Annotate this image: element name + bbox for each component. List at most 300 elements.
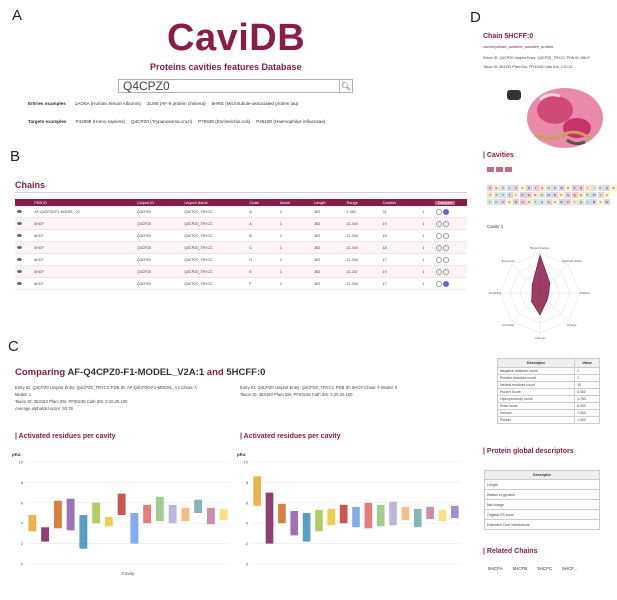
y-tick-label: 0 <box>245 561 248 567</box>
residue-cell[interactable]: N <box>521 200 524 204</box>
info-line: Entry ID: Q4CPZ0 Uniprot Entry: Q4CPZ0_TRYCC PDB ID: AF-Q4CPZ0-F1-MODEL_V2 Chain: A <box>15 385 197 390</box>
compare-radio-left[interactable] <box>436 233 442 239</box>
model-cell: 1 <box>278 242 312 254</box>
residue-cell[interactable]: H <box>605 186 609 190</box>
range-bar <box>365 503 373 529</box>
uniprot-id-cell: Q4CPZ0 <box>135 278 182 290</box>
compare-radio-right[interactable] <box>443 233 449 239</box>
range-bar <box>169 505 177 523</box>
count-cell: 1 <box>421 230 434 242</box>
length-cell: 363 <box>312 266 344 278</box>
compare-radio-right[interactable] <box>443 281 449 287</box>
eye-icon[interactable] <box>17 258 22 261</box>
residue-cell[interactable]: T <box>533 185 539 191</box>
y-tick-label: 4 <box>245 520 248 526</box>
table-row[interactable] <box>15 254 467 266</box>
radar-axis-label: Buried fraction <box>530 246 550 250</box>
left-chart-title: | Activated residues per cavity <box>15 433 116 440</box>
range-bar <box>105 517 113 526</box>
y-axis-label: pKa <box>237 452 246 457</box>
y-tick-label: 10 <box>243 459 248 465</box>
range-bar <box>327 509 335 525</box>
residue-cell[interactable]: D <box>514 200 518 204</box>
residue-cell[interactable]: S <box>540 193 543 197</box>
compare-right-id: 5HCFF:0 <box>226 367 266 378</box>
global-title: | Protein global descriptors <box>483 448 574 455</box>
model-cell: 1 <box>278 266 312 278</box>
search-button[interactable] <box>339 80 352 92</box>
chains-divider <box>15 192 467 193</box>
residue-cell[interactable]: L <box>513 192 519 198</box>
count-cell: 1 <box>421 278 434 290</box>
uniprot-name-cell: Q4CPZ0_TRYCC <box>182 218 247 230</box>
compare-radio-left[interactable] <box>436 221 442 227</box>
col-header[interactable]: Uniprot ID <box>135 199 182 206</box>
y-tick-label: 0 <box>20 561 23 567</box>
residue-cell[interactable]: F <box>520 185 526 191</box>
compare-radio-left[interactable] <box>436 245 442 251</box>
y-tick-label: 6 <box>20 500 23 506</box>
residue-cell[interactable]: G <box>579 193 583 197</box>
panel-label-c: C <box>8 338 19 355</box>
residue-cell[interactable]: R <box>566 186 570 190</box>
residue-cell[interactable]: V <box>488 193 491 197</box>
col-header: Descriptor <box>485 471 600 480</box>
panel-label-b: B <box>10 148 21 165</box>
length-cell: 363 <box>312 206 344 218</box>
residue-cell[interactable]: S <box>553 186 556 190</box>
uniprot-id-cell: Q4CPZ0 <box>135 206 182 218</box>
residue-cell[interactable]: W <box>592 193 596 197</box>
residue-cell[interactable]: Y <box>573 200 576 204</box>
compare-radio-right[interactable] <box>443 209 449 215</box>
descriptor-value-cell: 4.302 <box>575 389 600 396</box>
uniprot-name-cell: Q4CPZ0_TRYCC <box>182 266 247 278</box>
descriptor-value-cell: 6.000 <box>575 403 600 410</box>
table-row[interactable] <box>15 278 467 290</box>
descriptor-value-cell: 2 <box>575 375 600 382</box>
col-header[interactable]: PDB ID <box>32 199 135 206</box>
range-cell: 21-344 <box>345 218 381 230</box>
col-header: Value <box>575 359 600 368</box>
target-example-link[interactable]: P45180 (Haemophilus influenzae) <box>256 119 326 124</box>
residue-cell[interactable]: M <box>547 193 550 197</box>
chain-cell: A <box>247 206 277 218</box>
uniprot-name-cell: Q4CPZ0_TRYCC <box>182 206 247 218</box>
global-descriptor-cell: Length <box>485 480 600 490</box>
radar-axis-label: Hydrophobicity <box>561 259 582 264</box>
global-descriptor-table <box>484 470 600 530</box>
related-chain-link[interactable]: 5HCFC <box>537 566 553 571</box>
residue-cell[interactable]: R <box>553 193 557 197</box>
residue-cell[interactable]: E <box>508 200 511 204</box>
right-chart-title-text: Activated residues per cavity <box>243 433 341 440</box>
range-cell: 21-344 <box>345 242 381 254</box>
cavities-cell: 19 <box>381 218 421 230</box>
search-input[interactable]: Q4CPZ0 <box>123 79 170 93</box>
radar-axis-label: Volume <box>534 336 546 340</box>
info-line: Model: 1 <box>15 392 32 397</box>
residue-grid-row <box>487 183 609 197</box>
table-row[interactable] <box>15 242 467 254</box>
toolbar-button[interactable] <box>505 167 512 172</box>
col-header <box>15 199 32 206</box>
range-bar <box>54 501 62 529</box>
info-line: Average alphafold score: 93.78 <box>15 406 73 411</box>
chain-cell: E <box>247 266 277 278</box>
uniprot-name-cell: Q4CPZ0_TRYCC <box>182 254 247 266</box>
residue-cell[interactable]: K <box>495 200 498 204</box>
residue-cell[interactable]: K <box>521 193 524 197</box>
info-line: Taxon ID: 353153 Pfam IDs: PF00248 Cath IDs: 3.20.20 <box>483 65 573 69</box>
descriptor-header-row <box>498 359 600 368</box>
app-title: CaviDB <box>167 17 306 59</box>
targets-examples <box>28 119 325 124</box>
residue-cell[interactable]: W <box>560 186 563 190</box>
residue-cell[interactable]: M <box>592 200 596 204</box>
range-cell: 21-344 <box>345 254 381 266</box>
compare-radio-right[interactable] <box>443 269 449 275</box>
range-bar <box>143 505 151 523</box>
model-cell: 1 <box>278 278 312 290</box>
residue-cell[interactable]: L <box>487 199 493 205</box>
descriptor-value-cell: 2 <box>575 368 600 375</box>
length-cell: 363 <box>312 254 344 266</box>
entries-label: Entries examples <box>28 101 66 106</box>
global-row <box>485 500 600 510</box>
compare-radio-left[interactable] <box>436 269 442 275</box>
cavities-title-text: Cavities <box>486 152 514 159</box>
y-tick-label: 6 <box>245 500 248 506</box>
structure-part <box>537 96 573 124</box>
descriptor-value-cell: 1.753 <box>575 396 600 403</box>
range-bar <box>79 515 87 549</box>
table-row[interactable] <box>15 230 467 242</box>
cavities-cell: 17 <box>381 254 421 266</box>
col-header[interactable]: Range <box>345 199 381 206</box>
compare-radio-left[interactable] <box>436 281 442 287</box>
eye-icon[interactable] <box>17 222 22 225</box>
range-bar <box>118 494 126 515</box>
model-cell: 1 <box>278 218 312 230</box>
residue-cell[interactable]: H <box>553 200 557 204</box>
residue-cell[interactable]: Y <box>501 193 504 197</box>
chain-cell: F <box>247 278 277 290</box>
range-bar <box>41 527 49 541</box>
descriptor-table <box>497 358 600 424</box>
info-line: Taxon ID: 353153 Pfam IDs: PF00248 Cath IDs: 3.20.20.100 <box>240 392 353 397</box>
model-cell: 1 <box>278 230 312 242</box>
residue-cell[interactable]: Q <box>573 193 576 197</box>
related-chain-link[interactable]: 5HCFA <box>488 566 503 571</box>
compare-radio-left[interactable] <box>436 257 442 263</box>
compare-radio-left[interactable] <box>436 209 442 215</box>
entry-example-link[interactable]: 6HRE (Microtubule-associated protein tau) <box>211 101 299 106</box>
cavity-toolbar <box>487 167 512 172</box>
pdb-id-cell[interactable]: AF-Q4CPZ0-F1-MODEL_V2 <box>32 206 135 218</box>
radar-axis-label: Aromatic <box>502 322 515 327</box>
col-header[interactable]: Cavities <box>381 199 421 206</box>
descriptor-name-cell: Neutral residues count <box>498 382 575 389</box>
descriptor-row <box>498 396 600 403</box>
search-icon: 🔍︎ <box>340 81 352 91</box>
residue-cell[interactable]: G <box>540 186 544 190</box>
global-descriptor-cell: Original SS score <box>485 510 600 520</box>
right-residues-chart <box>233 448 467 578</box>
descriptor-name-cell: Negative residues count <box>498 368 575 375</box>
y-tick-label: 2 <box>245 541 248 547</box>
residue-cell[interactable]: V <box>501 200 504 204</box>
table-row[interactable] <box>15 218 467 230</box>
range-bar <box>266 493 274 544</box>
chain-cell: B <box>247 230 277 242</box>
range-bar <box>253 476 261 506</box>
col-header <box>421 199 434 206</box>
residue-cell[interactable]: P <box>566 200 569 204</box>
residue-cell[interactable]: I <box>585 199 591 205</box>
residue-cell[interactable]: A <box>514 186 517 190</box>
residue-cell[interactable]: I <box>598 192 604 198</box>
radar-axis-label: Flexibility <box>488 291 502 295</box>
col-header[interactable]: Uniprot Name <box>182 199 247 206</box>
table-row[interactable] <box>15 266 467 278</box>
residue-cell[interactable]: T <box>533 199 539 205</box>
uniprot-id-cell: Q4CPZ0 <box>135 242 182 254</box>
residue-cell[interactable]: E <box>495 186 498 190</box>
residue-cell[interactable]: P <box>560 193 563 197</box>
uniprot-name-cell: Q4CPZ0_TRYCC <box>182 230 247 242</box>
y-tick-label: 8 <box>245 479 248 485</box>
residue-cell[interactable]: Q <box>579 200 583 204</box>
residue-cell[interactable]: N <box>547 186 550 190</box>
eye-icon[interactable] <box>17 210 22 213</box>
compare-left-id: AF-Q4CPZ0-F1-MODEL_V2A:1 <box>67 367 205 378</box>
residue-cell[interactable]: E <box>534 193 537 197</box>
entry-example-link[interactable]: 2LM0 (AF-9 protein chimera) <box>146 101 206 106</box>
range-bar <box>377 505 385 526</box>
radar-axis-label: Exposure <box>501 259 515 264</box>
residue-cell[interactable]: F <box>598 199 604 205</box>
range-bar <box>207 508 215 524</box>
compare-prefix: Comparing <box>15 367 66 378</box>
global-descriptor-cell: Radius of gyration <box>485 490 600 500</box>
structure-part <box>507 90 521 100</box>
range-bar <box>67 499 75 531</box>
related-title: | Related Chains <box>483 548 538 555</box>
residue-cell[interactable]: R <box>560 200 563 204</box>
global-header-row <box>485 471 600 480</box>
residue-cell[interactable]: N <box>566 193 570 197</box>
residue-cell[interactable]: F <box>585 192 591 198</box>
y-tick-label: 10 <box>18 459 23 465</box>
chains-header-row <box>15 199 467 206</box>
uniprot-id-cell: Q4CPZ0 <box>135 254 182 266</box>
uniprot-id-cell: Q4CPZ0 <box>135 218 182 230</box>
radar-axis-label: Charge <box>566 322 577 327</box>
range-bar <box>278 504 286 523</box>
pdb-id-cell[interactable]: 5HCF <box>32 266 135 278</box>
cavities-cell: 19 <box>381 266 421 278</box>
length-cell: 363 <box>312 278 344 290</box>
pdb-id-cell[interactable]: 5HCF <box>32 230 135 242</box>
residue-cell[interactable]: A <box>540 200 543 204</box>
descriptor-row <box>498 410 600 417</box>
range-bar <box>130 513 138 544</box>
range-bar <box>181 508 189 521</box>
pdb-id-cell[interactable]: 5HCF <box>32 254 135 266</box>
eye-icon[interactable] <box>17 246 22 249</box>
residue-cell[interactable]: W <box>605 200 609 204</box>
descriptor-value-cell: 1.000 <box>575 410 600 417</box>
residue-cell[interactable]: C <box>605 193 609 197</box>
chain-cell: D <box>247 254 277 266</box>
panel-label-d: D <box>470 9 481 26</box>
residue-grid <box>487 176 615 204</box>
residue-cell[interactable]: Y <box>586 186 589 190</box>
side-info <box>483 54 598 72</box>
range-bar <box>402 507 410 520</box>
y-tick-label: 4 <box>20 520 23 526</box>
uniprot-name-cell: Q4CPZ0_TRYCC <box>182 242 247 254</box>
app-subtitle: Proteins cavities features Database <box>150 62 302 72</box>
y-tick-label: 2 <box>20 541 23 547</box>
col-header[interactable]: Model <box>278 199 312 206</box>
toolbar-button[interactable] <box>496 167 503 172</box>
residue-cell[interactable]: P <box>573 186 576 190</box>
range-bar <box>156 497 164 521</box>
left-chart-title-text: Activated residues per cavity <box>18 433 116 440</box>
global-descriptor-cell: Net charge <box>485 500 600 510</box>
target-example-link[interactable]: P76630 (Escherichia coli) <box>198 119 251 124</box>
global-title-text: Protein global descriptors <box>486 448 574 455</box>
related-chain-link[interactable]: 5HCFB <box>512 566 528 571</box>
eye-icon[interactable] <box>17 282 22 285</box>
global-row <box>485 490 600 500</box>
related-chains <box>488 566 577 571</box>
range-bar <box>340 505 348 523</box>
target-example-link[interactable]: P42898 (Homo sapiens) <box>75 119 126 124</box>
residue-cell[interactable]: K <box>488 186 491 190</box>
range-bar <box>220 509 228 520</box>
count-cell: 1 <box>421 266 434 278</box>
toolbar-button[interactable] <box>487 167 494 172</box>
col-header: Descriptor <box>498 359 575 368</box>
residue-cell[interactable]: T <box>507 192 513 198</box>
descriptor-row <box>498 403 600 410</box>
target-example-link[interactable]: Q4CPZ0 (Trypanosoma cruzi) <box>131 119 193 124</box>
descriptor-row <box>498 368 600 375</box>
y-axis-label: pKa <box>12 452 21 457</box>
descriptor-row <box>498 417 600 424</box>
descriptor-row <box>498 375 600 382</box>
residue-cell[interactable]: A <box>495 193 498 197</box>
range-bar <box>352 507 360 527</box>
compare-radio-right[interactable] <box>443 245 449 251</box>
residue-cell[interactable]: D <box>527 186 531 190</box>
eye-icon[interactable] <box>17 234 22 237</box>
model-cell: 1 <box>278 254 312 266</box>
search-box[interactable] <box>118 79 353 93</box>
descriptor-name-cell: Positive residues count <box>498 375 575 382</box>
range-bar <box>426 507 434 519</box>
entries-examples <box>28 101 298 106</box>
residue-cell[interactable]: G <box>547 200 550 204</box>
count-cell: 1 <box>421 242 434 254</box>
radar-value-area <box>532 255 550 315</box>
range-bar <box>194 500 202 513</box>
compare-button[interactable]: Compare <box>434 200 456 206</box>
residue-cell[interactable]: D <box>527 193 531 197</box>
side-chain-subtitle: carbohydrate, putative, putative, protein <box>483 44 554 49</box>
info-line: Entry ID: Q4CPZ0 Uniprot Entry: Q4CPZ0_TRYCC PDB ID: 5HCF Chain: F Model: 0 <box>240 385 398 390</box>
count-cell: 1 <box>421 254 434 266</box>
right-chart-title: | Activated residues per cavity <box>240 433 341 440</box>
range-bar <box>303 513 311 542</box>
range-cell: 1-363 <box>345 206 381 218</box>
residue-cell[interactable]: S <box>527 200 530 204</box>
global-row <box>485 480 600 490</box>
eye-icon[interactable] <box>17 270 22 273</box>
range-bar <box>389 502 397 525</box>
descriptor-value-cell: 1.000 <box>575 417 600 424</box>
pdb-id-cell[interactable]: 5HCF <box>32 242 135 254</box>
range-bar <box>28 515 36 531</box>
table-row[interactable] <box>15 206 467 218</box>
panel-label-a: A <box>12 7 23 24</box>
pdb-id-cell[interactable]: 5HCF <box>32 278 135 290</box>
col-header[interactable]: Length <box>312 199 344 206</box>
related-title-text: Related Chains <box>486 548 538 555</box>
residue-cell[interactable]: I <box>591 185 597 191</box>
related-chain-link[interactable]: 5HCF... <box>562 566 578 571</box>
info-line: Entrer ID: Q4CPZ0 Uniprot Entry: Q4CPZ0_TRYCC PDB ID: 5HCF <box>483 56 590 60</box>
pdb-id-cell[interactable]: 5HCF <box>32 218 135 230</box>
col-header[interactable]: Chain <box>247 199 277 206</box>
info-line: Taxon ID: 353153 Pfam IDs: PF00248 Cath IDs: 3.20.20.100 <box>15 399 128 404</box>
side-chain-title: Chain 5HCFF:0 <box>483 33 534 40</box>
cavities-cell: 31 <box>381 206 421 218</box>
range-bar <box>290 511 298 535</box>
uniprot-id-cell: Q4CPZ0 <box>135 230 182 242</box>
range-bar <box>92 503 100 523</box>
chains-title: Chains <box>15 180 46 190</box>
global-row <box>485 510 600 520</box>
count-cell: 1 <box>421 218 434 230</box>
cavities-cell: 18 <box>381 242 421 254</box>
compare-right-info <box>240 384 465 398</box>
protein-structure-image <box>505 80 600 150</box>
descriptor-name-cell: Polar score <box>498 403 575 410</box>
residue-cell[interactable]: L <box>507 185 513 191</box>
global-row <box>485 520 600 530</box>
residue-grid-row <box>487 190 609 204</box>
compare-radio-right[interactable] <box>443 221 449 227</box>
descriptor-value-cell: 10 <box>575 382 600 389</box>
residue-cell[interactable]: V <box>501 186 504 190</box>
residue-cell[interactable]: K <box>599 186 602 190</box>
compare-radio-right[interactable] <box>443 257 449 263</box>
descriptor-name-cell: Pocket Score <box>498 389 575 396</box>
residue-cell[interactable]: Q <box>579 186 583 190</box>
uniprot-name-cell: Q4CPZ0_TRYCC <box>182 278 247 290</box>
range-bar <box>414 509 422 527</box>
range-bar <box>315 510 323 531</box>
chain-cell: A <box>247 218 277 230</box>
entry-example-link[interactable]: 1AO6A (Human Serum Albumin) <box>74 101 141 106</box>
descriptor-name-cell: Volume <box>498 410 575 417</box>
residue-cell[interactable]: E <box>612 186 615 190</box>
range-cell: 21-344 <box>345 230 381 242</box>
